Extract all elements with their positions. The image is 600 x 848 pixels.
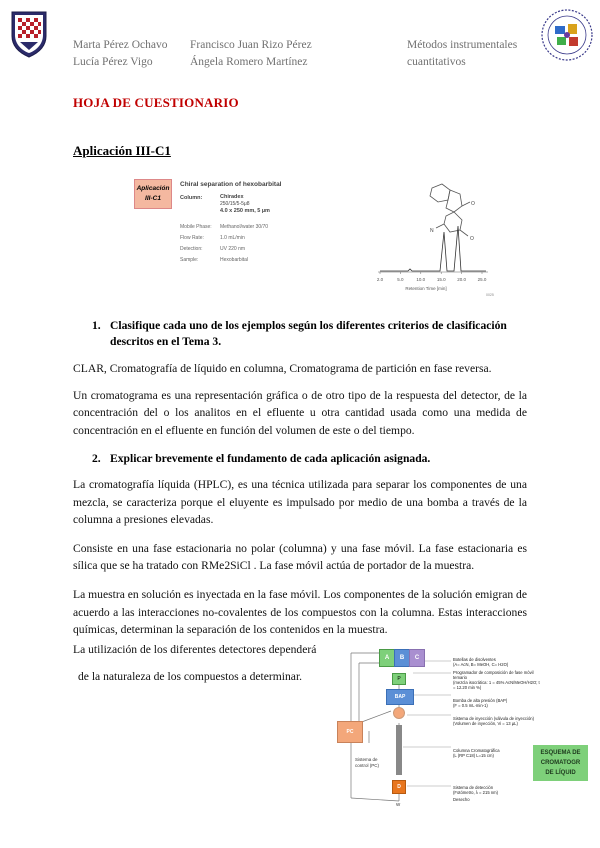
column-value-1: Chiradex xyxy=(220,194,244,200)
answer-2-p3: La muestra en solución es inyectada en la fase móvil. Los componentes de la solución emigran de acuerdo a las interacciones no-covalentes de los compuestos con la columna. Estas interacciones químicas, determinan la separación de los contenidos en la muestra. xyxy=(73,587,527,637)
university-logo xyxy=(10,10,48,58)
card-row-label-3: Detection: xyxy=(180,246,203,252)
card-row-value-2: 1.0 mL/min xyxy=(220,235,245,241)
chromatogram-tick-label: 25.0 xyxy=(477,277,487,282)
question-2-number: 2. xyxy=(92,452,101,465)
answer-2-p1: La cromatografía líquida (HPLC), es una técnica utilizada para separar los componentes de una mezcla, se caracteriza porque el eluyente es impulsado por medio de una bomba a través de la columna a presiones elevadas. xyxy=(73,478,527,527)
badge-line-1: Aplicación xyxy=(136,185,170,192)
answer-2-p4-line-1: La utilización de los diferentes detectores dependerá xyxy=(73,643,317,656)
label-column-detail: (L (RP C18) L=15 cm) xyxy=(453,753,494,758)
answer-1-p2: Un cromatograma es una representación gráfica o de otro tipo de la respuesta del detector, de la concentración del o los analitos en el efluente u otra cantidad usada como una medida de concentración en el efluente en función del volumen de este o del tiempo. xyxy=(73,388,527,437)
diagram-title-1: ESQUEMA DE xyxy=(540,750,581,756)
subject-line-2: cuantitativos xyxy=(407,56,466,68)
injector-icon xyxy=(393,707,405,719)
detector-box: D xyxy=(392,780,406,794)
chromatogram-tick-label: 10.0 xyxy=(416,277,426,282)
bottle-c: C xyxy=(409,649,425,667)
chromatogram-tick-label: 5.0 xyxy=(397,277,404,282)
control-label-1: Sistema de xyxy=(355,757,378,762)
hplc-diagram xyxy=(333,643,588,813)
bottle-b: B xyxy=(394,649,410,667)
proportioning-valve: P xyxy=(392,673,406,685)
diagram-title-2: CROMATOGR xyxy=(540,760,581,766)
label-detection: Sistema de detección xyxy=(453,785,494,790)
svg-text:O: O xyxy=(471,201,475,207)
authors-col1 xyxy=(73,37,168,71)
label-waste: Desecho xyxy=(453,797,470,802)
answer-2-p4-line-2: de la naturaleza de los compuestos a determinar. xyxy=(78,670,303,683)
card-row-label-2: Flow Rate: xyxy=(180,235,204,241)
label-pump-detail: (F = 0.5 mL·min-1) xyxy=(453,703,488,708)
diagram-title-3: DE LÍQUID xyxy=(545,770,576,776)
authors-col2 xyxy=(190,37,312,71)
svg-text:O: O xyxy=(470,236,474,242)
card-row-label-4: Sample: xyxy=(180,257,199,263)
badge-line-2: III-C1 xyxy=(145,195,161,202)
card-row-value-4: Hexobarbital xyxy=(220,257,249,263)
card-title: Chiral separation of hexobarbital xyxy=(180,181,282,188)
label-detection-detail: (Fotómetro, λ = 215 nm) xyxy=(453,790,499,795)
card-row-label-1: Mobile Phase: xyxy=(180,224,212,230)
application-card xyxy=(130,175,370,270)
author-4: Ángela Romero Martínez xyxy=(190,56,308,68)
label-solvents-detail: (A= AcN, B= MeOH, C= H2O) xyxy=(453,662,509,667)
column-label: Column: xyxy=(180,195,203,201)
answer-1 xyxy=(73,360,527,439)
page-title: HOJA DE CUESTIONARIO xyxy=(73,95,239,110)
subject xyxy=(407,37,517,71)
chromatogram-tick-label: 2.0 xyxy=(376,277,384,282)
chromatogram-tick-label: 20.0 xyxy=(457,277,466,282)
column-value-2: 250/15/5-5μ8 xyxy=(220,201,250,207)
question-2 xyxy=(92,451,532,467)
subject-line-1: Métodos instrumentales xyxy=(407,39,518,51)
label-programmer-detail: (mezcla isocrática: 1 = 45% AcN/MeOH/H2O; t = 12.20 min %) xyxy=(453,680,540,690)
svg-text:N: N xyxy=(430,228,434,234)
author-3: Francisco Juan Rizo Pérez xyxy=(190,39,312,51)
question-1-number: 1. xyxy=(92,319,101,332)
card-row-value-1: Methanol/water 30/70 xyxy=(220,224,269,230)
application-heading: Aplicación III-C1 xyxy=(73,143,171,158)
chromatogram-credit: 0025 xyxy=(486,293,494,297)
question-1-line-1: Clasifique cada uno de los ejemplos según los diferentes criterios de clasificación xyxy=(110,319,507,332)
pump-box: BAP xyxy=(386,689,414,705)
label-programmer: Programador de composición de fase móvil temario xyxy=(453,670,534,680)
label-solvents: Botellas de disolventes xyxy=(453,657,496,662)
card-row-value-3: UV 220 nm xyxy=(220,246,246,252)
hexobarbital-structure xyxy=(430,184,470,236)
control-label-2: control (PC) xyxy=(355,763,380,768)
label-injection: Sistema de inyección (válvula de inyección) xyxy=(453,716,534,721)
answer-2 xyxy=(73,476,527,639)
chromatogram-tick-label: 15.0 xyxy=(436,277,446,282)
question-1-line-2: descritos en el Tema 3. xyxy=(110,335,222,348)
label-column: Columna Cromatográfica xyxy=(453,748,500,753)
faculty-seal-logo xyxy=(540,8,594,62)
author-2: Lucía Pérez Vigo xyxy=(73,56,153,68)
bottle-a: A xyxy=(379,649,395,667)
waste-label: W xyxy=(396,802,401,807)
answer-1-p1: CLAR, Cromatografía de líquido en columna, Cromatograma de partición en fase reversa. xyxy=(73,362,492,375)
chromatogram-xlabel: Retention Time [min] xyxy=(405,286,447,291)
column-value-3: 4.0 x 250 mm, 5 µm xyxy=(220,208,270,214)
diagram-labels xyxy=(453,657,543,802)
question-1 xyxy=(92,318,532,350)
question-2-text: Explicar brevemente el fundamento de cada aplicación asignada. xyxy=(110,452,431,465)
chromatogram xyxy=(370,180,500,300)
label-injection-detail: (Volumen de inyección, Vi = 13 µL) xyxy=(453,721,518,726)
diagram-title-box xyxy=(533,745,588,781)
label-pump: Bomba de alta presión (BAP) xyxy=(453,698,508,703)
author-1: Marta Pérez Ochavo xyxy=(73,39,168,51)
application-badge xyxy=(134,179,172,209)
answer-2-p2: Consiste en una fase estacionaria no polar (columna) y una fase móvil. La fase estacionaria es sílica que se ha tratado con RMe2SiCl . La fase móvil actúa de portador de la muestra. xyxy=(73,541,527,573)
pc-box: PC xyxy=(337,721,363,743)
